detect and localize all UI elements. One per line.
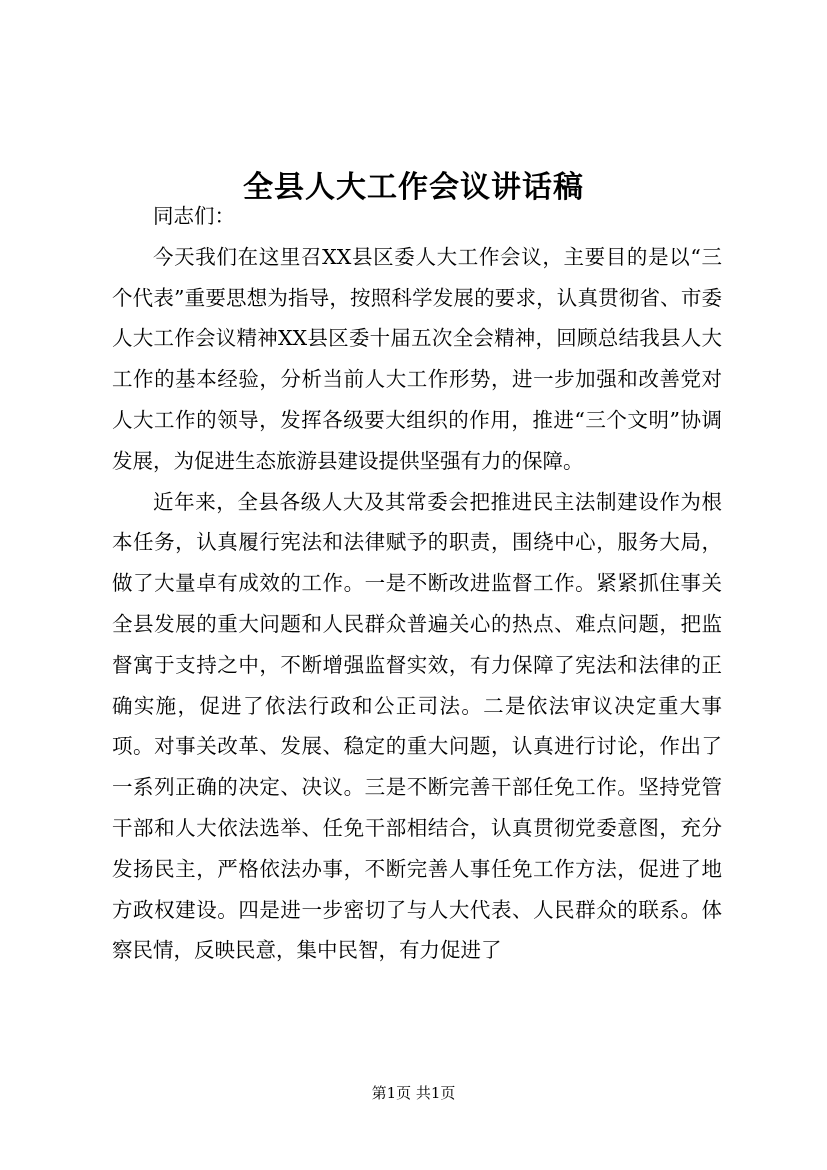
page-number-footer: 第1页 共1页 <box>371 1084 456 1102</box>
paragraph-2: 近年来，全县各级人大及其常委会把推进民主法制建设作为根本任务，认真履行宪法和法律赋予的职责，围绕中心，服务大局，做了大量卓有成效的工作。一是不断改进监督工作。紧紧抓住事关全县发展的重大问题和人民群众普遍关心的热点、难点问题，把监督寓于支持之中，不断增强监督实效，有力保障了宪法和法律的正确实施，促进了依法行政和公正司法。二是依法审议决定重大事项。对事关改革、发展、稳定的重大问题，认真进行讨论，作出了一系列正确的决定、决议。三是不断完善干部任免工作。坚持党管干部和人大依法选举、任免干部相结合，认真贯彻党委意图，充分发扬民主，严格依法办事，不断完善人事任免工作方法，促进了地方政权建设。四是进一步密切了与人大代表、人民群众的联系。体察民情，反映民意，集中民智，有力促进了 <box>112 489 722 963</box>
paragraph-1: 今天我们在这里召XX县区委人大工作会议，主要目的是以“三个代表”重要思想为指导，按照科学发展的要求，认真贯彻省、市委人大工作会议精神XX县区委十届五次全会精神，回顾总结我县人大工作的基本经验，分析当前人大工作形势，进一步加强和改善党对人大工作的领导，发挥各级要大组织的作用，推进“三个文明”协调发展，为促进生态旅游县建设提供坚强有力的保障。 <box>112 244 722 473</box>
greeting: 同志们： <box>153 204 235 228</box>
document-title: 全县人大工作会议讲话稿 <box>243 170 584 206</box>
document-body <box>112 196 722 971</box>
